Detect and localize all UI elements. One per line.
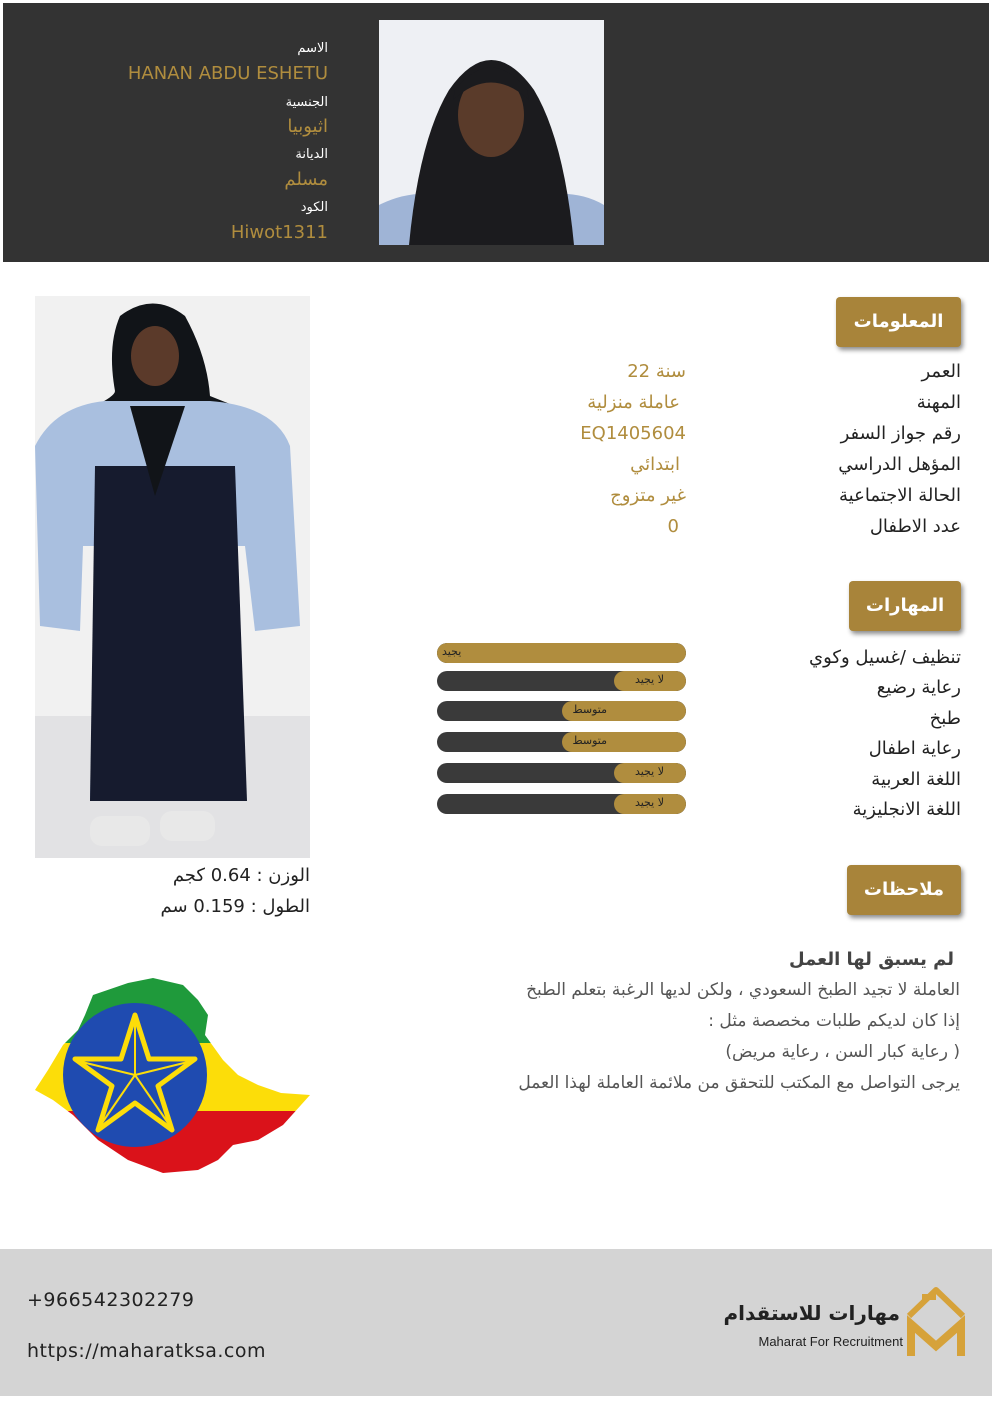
height-value: الطول : 0.159 سم (160, 896, 310, 917)
marital-status-label: الحالة الاجتماعية (839, 485, 961, 506)
skills-section-title: المهارات (849, 581, 961, 631)
skill-level-text: لا يجيد (634, 673, 664, 686)
note-line: يرجى التواصل مع المكتب للتحقق من ملائمة العاملة لهذا العمل (518, 1073, 960, 1093)
headshot-photo (379, 20, 604, 245)
religion-label: الديانة (295, 147, 328, 162)
religion-value: مسلم (284, 169, 328, 190)
age-label: العمر (921, 361, 961, 382)
skill-bar (437, 763, 686, 783)
skill-label-arabic: اللغة العربية (871, 769, 961, 790)
skill-level-text: لا يجيد (634, 796, 664, 809)
company-logo-icon (905, 1286, 967, 1358)
note-line: العاملة لا تجيد الطبخ السعودي ، ولكن لديها الرغبة بتعلم الطبخ (526, 980, 960, 1000)
skill-bar-fill (437, 643, 686, 663)
full-body-photo (35, 296, 310, 858)
profession-label: المهنة (916, 392, 961, 413)
skill-bar (437, 732, 686, 752)
weight-value: الوزن : 0.64 كجم (172, 865, 310, 886)
notes-section-title: ملاحظات (847, 865, 961, 915)
info-section-title: المعلومات (836, 297, 961, 347)
education-value: ابتدائي (630, 454, 680, 475)
worker-name: HANAN ABDU ESHETU (127, 63, 328, 84)
name-label: الاسم (297, 41, 328, 56)
nationality-label: الجنسية (285, 95, 328, 110)
note-line: إذا كان لديكم طلبات مخصصة مثل : (708, 1011, 960, 1031)
skill-level-text: متوسط (572, 703, 607, 716)
children-value: 0 (667, 516, 679, 537)
skill-level-text: متوسط (572, 734, 607, 747)
website-link[interactable]: https://maharatksa.com (27, 1340, 267, 1362)
phone-number[interactable]: +966542302279 (27, 1289, 195, 1311)
children-label: عدد الاطفال (869, 516, 961, 537)
skill-bar (437, 671, 686, 691)
logo-english-name: Maharat For Recruitment (758, 1334, 903, 1349)
code-value: Hiwot1311 (230, 222, 328, 243)
notes-heading: لم يسبق لها العمل (789, 949, 954, 970)
skill-label-english: اللغة الانجليزية (852, 799, 961, 820)
skill-label-cleaning: تنظيف /غسيل وكوي (809, 647, 961, 668)
code-label: الكود (300, 200, 328, 215)
ethiopia-flag-map (33, 975, 313, 1175)
skill-level-text: لا يجيد (634, 765, 664, 778)
note-line: ( رعاية كبار السن ، رعاية مريض) (725, 1042, 960, 1062)
skill-bar (437, 643, 686, 663)
passport-value: EQ1405604 (580, 423, 686, 444)
nationality-value: اثيوبيا (287, 116, 328, 137)
skill-bar (437, 794, 686, 814)
profession-value: عاملة منزلية (587, 392, 680, 413)
education-label: المؤهل الدراسي (838, 454, 961, 475)
marital-status-value: غير متزوج (610, 485, 686, 506)
logo-arabic-name: مهارات للاستقدام (723, 1301, 900, 1325)
age-value: 22 سنة (627, 361, 686, 382)
skill-label-child-care: رعاية اطفال (868, 738, 961, 759)
skill-bar (437, 701, 686, 721)
skill-label-infant-care: رعاية رضيع (876, 677, 961, 698)
passport-label: رقم جواز السفر (840, 423, 961, 444)
skill-label-cooking: طبخ (929, 708, 961, 729)
skill-level-text: يجيد (442, 645, 462, 658)
